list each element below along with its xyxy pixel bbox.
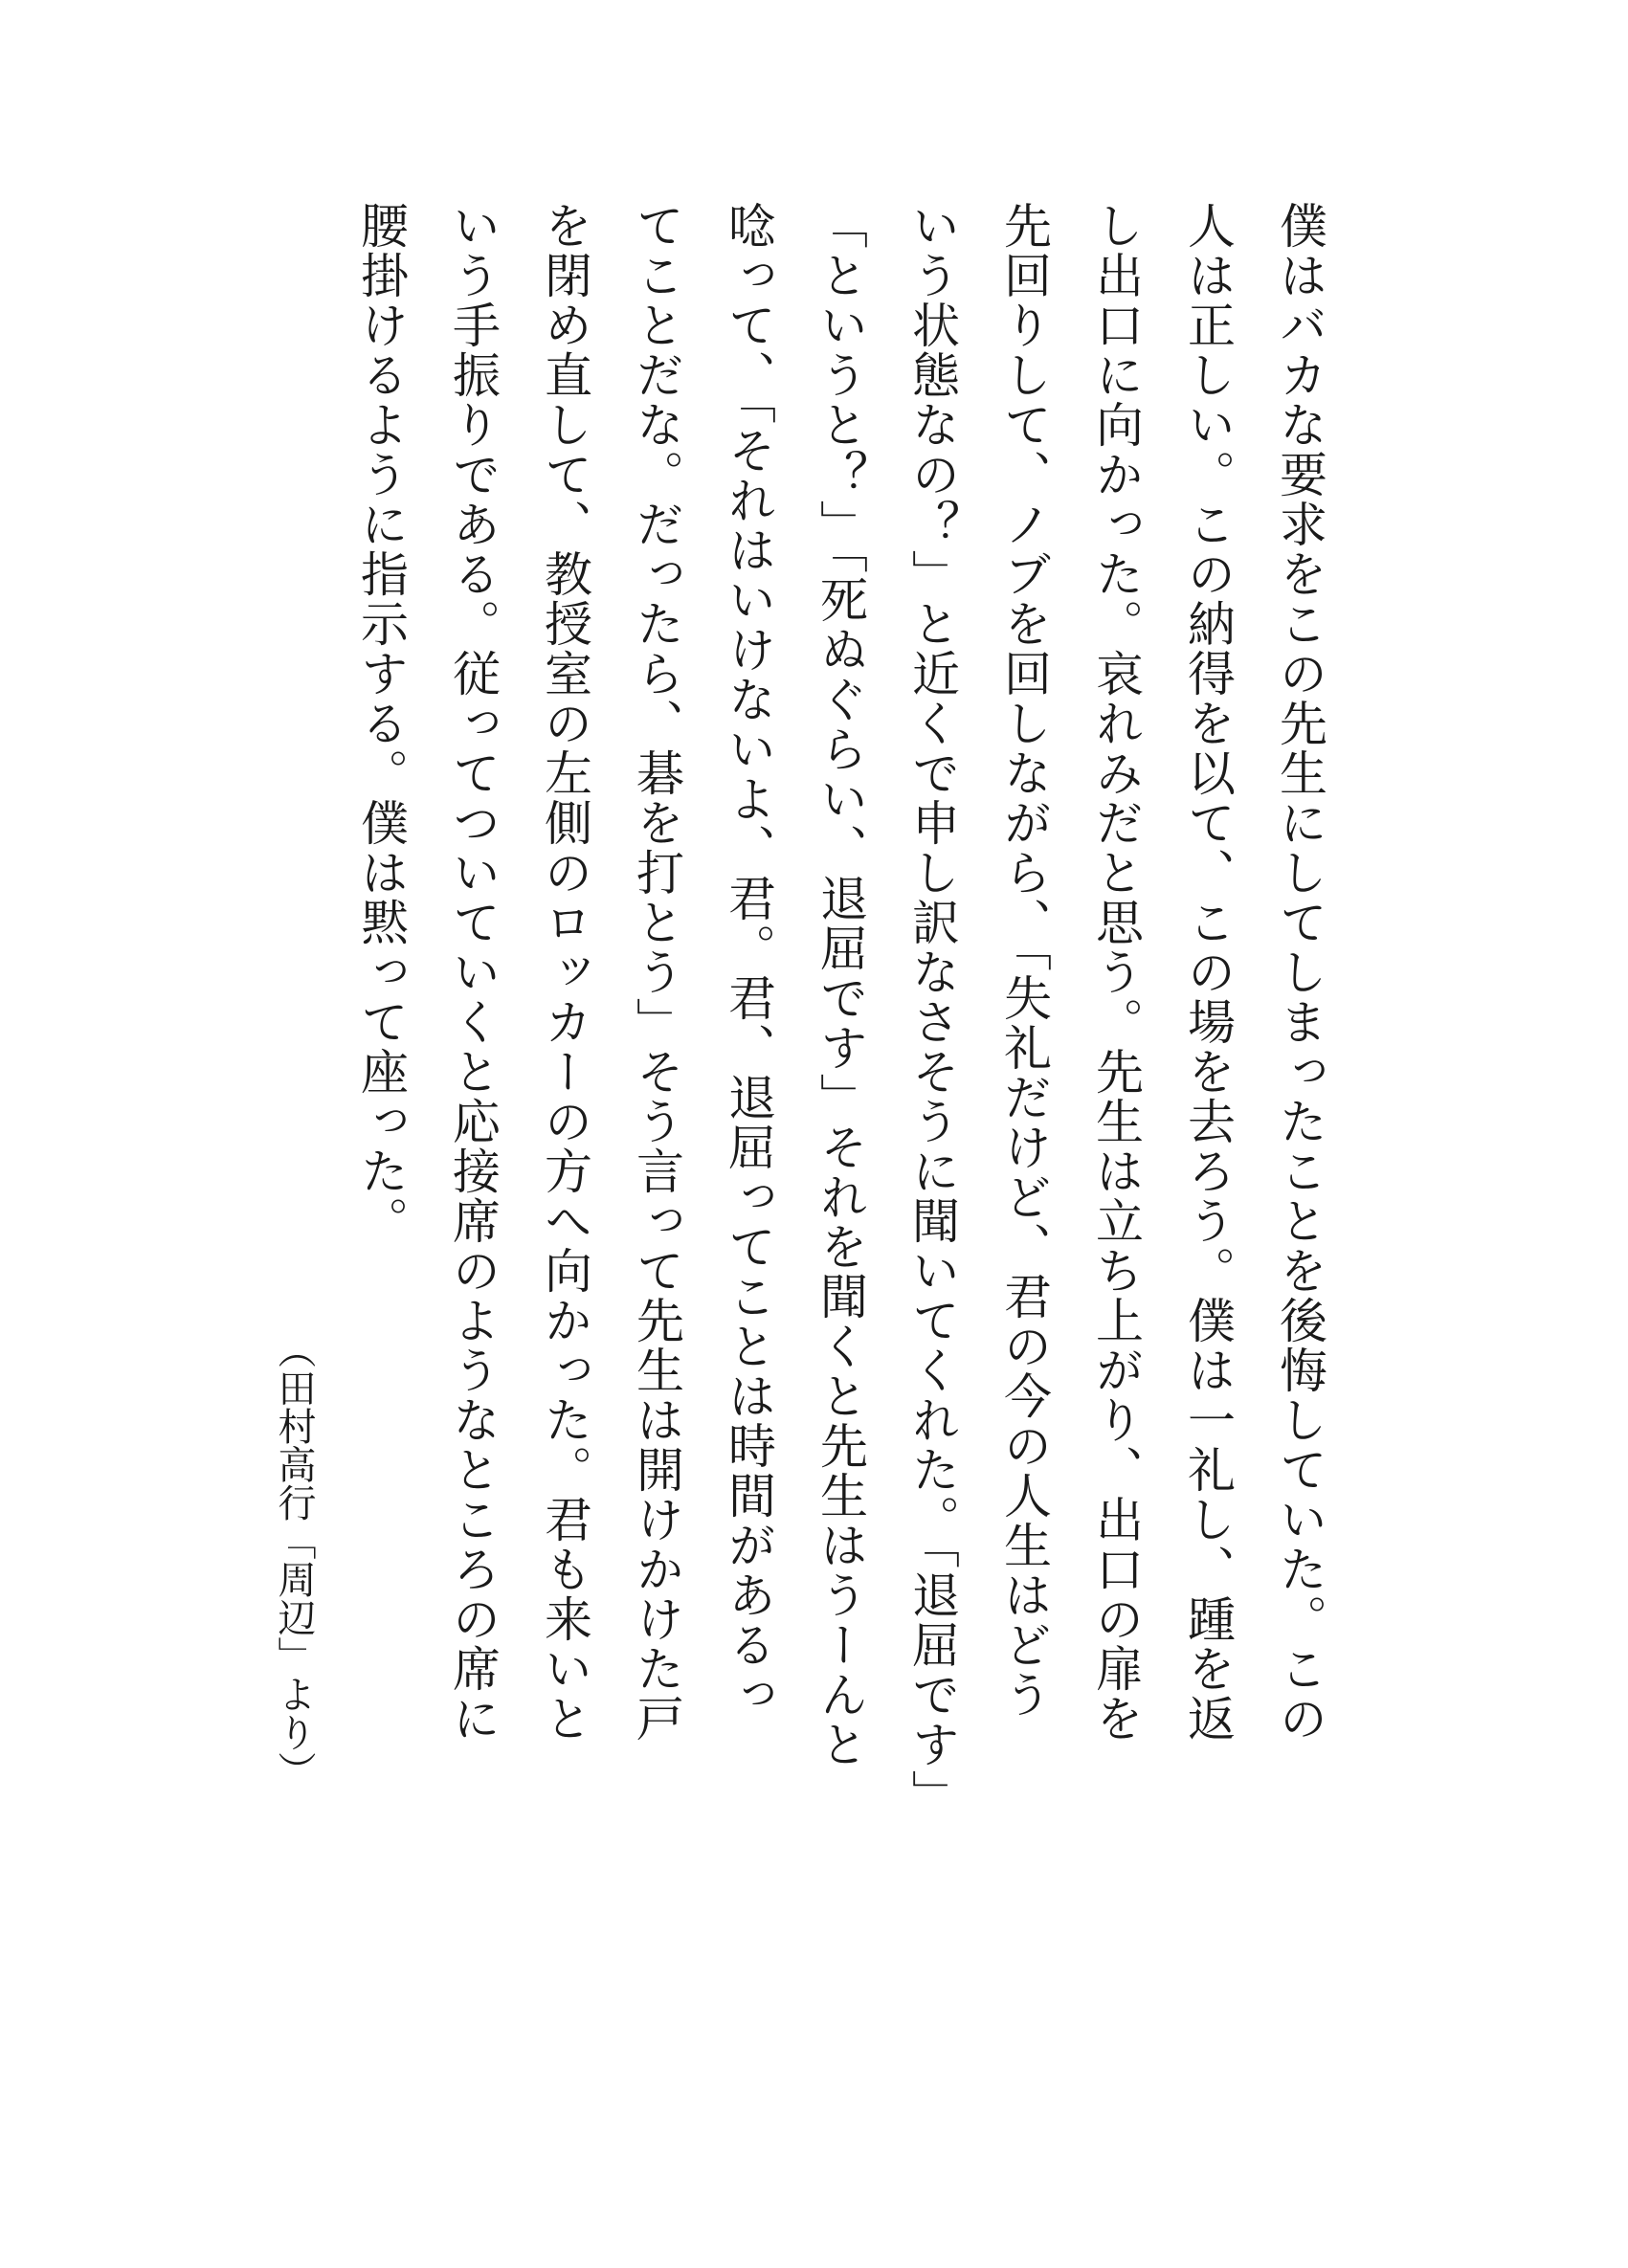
- passage-line-4: 先回りして、ノブを回しながら、「失礼だけど、君の今の人生はどう: [996, 201, 1052, 1720]
- passage-line-6: 「というと？」「死ぬぐらい、退屈です」それを聞くと先生はうーんと: [813, 201, 868, 1769]
- passage-line-1: 僕はバカな要求をこの先生にしてしまったことを後悔していた。この: [1272, 201, 1327, 1744]
- passage-line-5: いう状態なの？」と近くで申し訳なさそうに聞いてくれた。「退屈です」: [904, 201, 960, 1819]
- source-citation: （田村高行「周辺」より）: [272, 1330, 316, 1790]
- passage-text: [335, 201, 1346, 1819]
- passage-line-3: し出口に向かった。哀れみだと思う。先生は立ち上がり、出口の扉を: [1088, 201, 1144, 1744]
- passage-line-2: 人は正しい。この納得を以て、この場を去ろう。僕は一礼し、踵を返: [1180, 201, 1236, 1744]
- passage-line-7: 唸って、「それはいけないよ、君。君、退屈ってことは時間があるっ: [721, 201, 776, 1720]
- passage-line-10: いう手振りである。従ってついていくと応接席のようなところの席に: [445, 201, 501, 1744]
- passage-line-11: 腰掛けるように指示する。僕は黙って座った。: [353, 201, 409, 1246]
- passage-line-9: を閉め直して、教授室の左側のロッカーの方へ向かった。君も来いと: [537, 201, 592, 1744]
- passage-line-8: てことだな。だったら、碁を打とう」そう言って先生は開けかけた戸: [629, 201, 684, 1744]
